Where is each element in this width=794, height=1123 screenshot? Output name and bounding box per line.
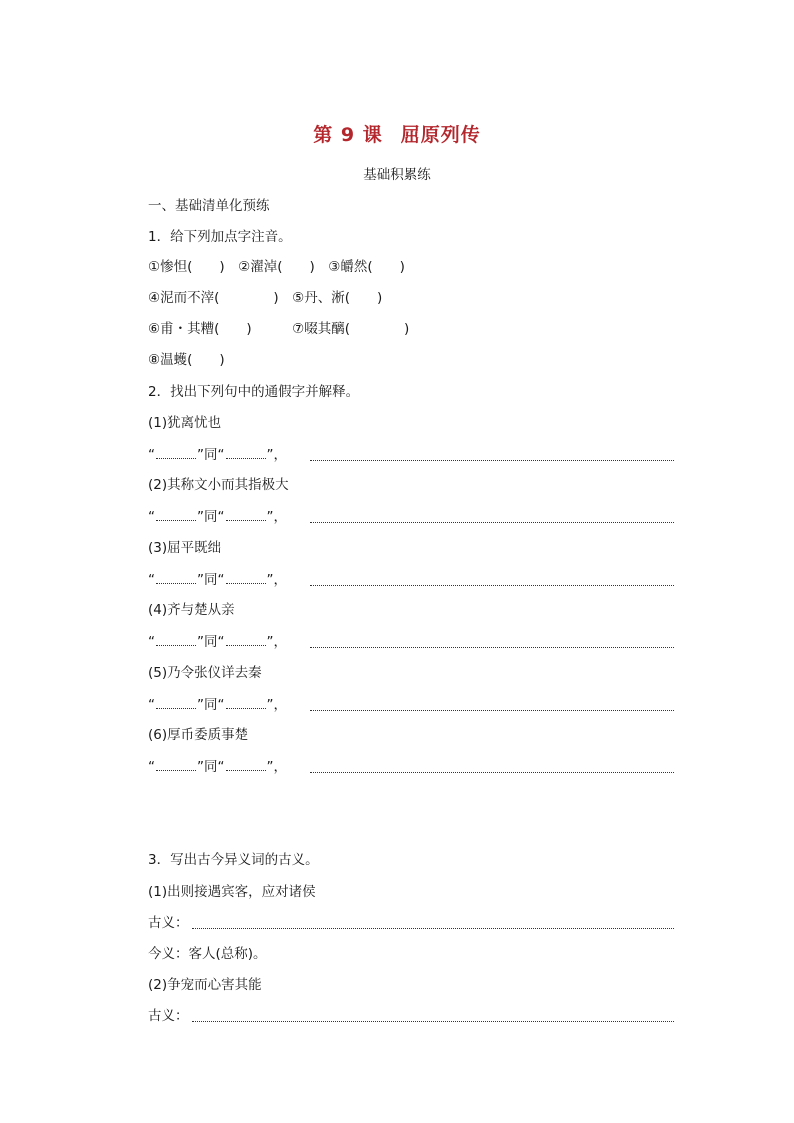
answer-line[interactable]	[310, 772, 674, 773]
open-quote: “	[148, 759, 155, 775]
blank-field[interactable]	[226, 569, 266, 584]
question-3-item-1: (1)出则接遇宾客，应对诸侯	[148, 884, 316, 900]
fill-line-2[interactable]	[148, 506, 287, 527]
answer-line[interactable]	[192, 928, 674, 929]
close-quote: ”，	[266, 697, 287, 713]
question-1-prompt: 1．给下列加点字注音。	[148, 229, 292, 245]
open-quote: “	[148, 572, 155, 588]
question-3-prompt: 3．写出古今异义词的古义。	[148, 852, 319, 868]
question-2-item-3: (3)屈平既绌	[148, 540, 222, 556]
blank-field[interactable]	[156, 569, 196, 584]
tong-text: ”同“	[197, 572, 225, 588]
close-quote: ”，	[266, 447, 287, 463]
open-quote: “	[148, 634, 155, 650]
blank-field[interactable]	[226, 444, 266, 459]
lesson-name: 屈原列传	[400, 124, 481, 146]
question-1-row-3: ⑥甫・其糟( ) ⑦啜其醨( )	[148, 321, 410, 337]
tong-text: ”同“	[197, 759, 225, 775]
blank-field[interactable]	[226, 506, 266, 521]
jin-yi-text: 今义：客人(总称)。	[148, 946, 267, 962]
blank-field[interactable]	[156, 756, 196, 771]
blank-field[interactable]	[156, 631, 196, 646]
question-2-item-4: (4)齐与楚从亲	[148, 602, 235, 618]
lesson-number: 第 9 课	[313, 124, 383, 146]
question-1-row-2: ④泥而不滓( ) ⑤丹、淅( )	[148, 290, 383, 306]
fill-line-5[interactable]	[148, 694, 287, 715]
open-quote: “	[148, 509, 155, 525]
fill-line-1[interactable]	[148, 444, 287, 465]
tong-text: ”同“	[197, 634, 225, 650]
tong-text: ”同“	[197, 509, 225, 525]
answer-line[interactable]	[310, 710, 674, 711]
question-2-item-2: (2)其称文小而其指极大	[148, 477, 289, 493]
fill-line-6[interactable]	[148, 756, 287, 777]
tong-text: ”同“	[197, 447, 225, 463]
question-2-item-1: (1)犹离忧也	[148, 415, 222, 431]
answer-line[interactable]	[192, 1021, 674, 1022]
section-heading: 一、基础清单化预练	[148, 198, 270, 214]
question-1-row-4: ⑧温蠖( )	[148, 352, 225, 368]
answer-line[interactable]	[310, 460, 674, 461]
blank-field[interactable]	[226, 756, 266, 771]
close-quote: ”，	[266, 572, 287, 588]
close-quote: ”，	[266, 509, 287, 525]
subtitle: 基础积累练	[363, 167, 431, 183]
blank-field[interactable]	[226, 694, 266, 709]
answer-line[interactable]	[310, 647, 674, 648]
tong-text: ”同“	[197, 697, 225, 713]
open-quote: “	[148, 447, 155, 463]
answer-line[interactable]	[310, 585, 674, 586]
open-quote: “	[148, 697, 155, 713]
question-1-row-1: ①惨怛( ) ②濯淖( ) ③皭然( )	[148, 259, 405, 275]
blank-field[interactable]	[226, 631, 266, 646]
question-3-item-2: (2)争宠而心害其能	[148, 977, 262, 993]
blank-field[interactable]	[156, 694, 196, 709]
blank-field[interactable]	[156, 444, 196, 459]
blank-field[interactable]	[156, 506, 196, 521]
gu-yi-label: 古义：	[148, 915, 189, 931]
fill-line-3[interactable]	[148, 569, 287, 590]
close-quote: ”，	[266, 759, 287, 775]
close-quote: ”，	[266, 634, 287, 650]
question-2-item-5: (5)乃令张仪详去秦	[148, 665, 262, 681]
question-2-item-6: (6)厚币委质事楚	[148, 727, 249, 743]
fill-line-4[interactable]	[148, 631, 287, 652]
lesson-title	[0, 120, 794, 147]
question-2-prompt: 2．找出下列句中的通假字并解释。	[148, 384, 360, 400]
gu-yi-label: 古义：	[148, 1008, 189, 1024]
answer-line[interactable]	[310, 522, 674, 523]
